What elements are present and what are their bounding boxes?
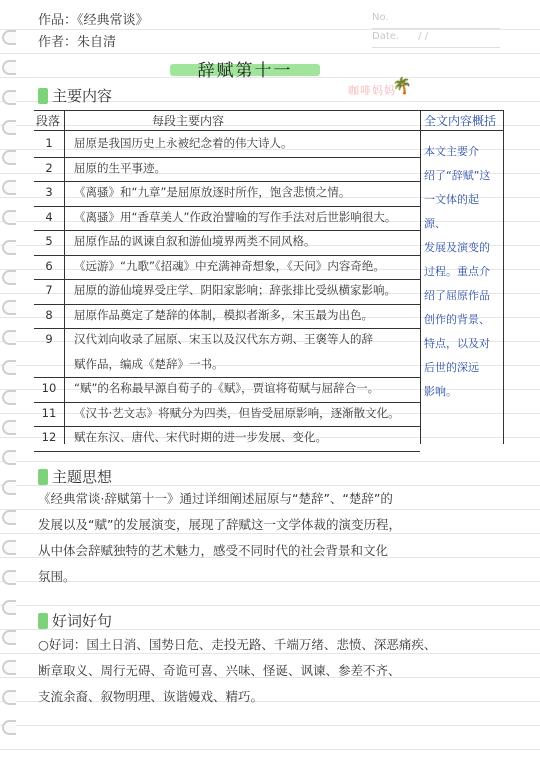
col-header-content: 每段主要内容 [152,114,225,128]
row-text: 屈原作品奠定了楚辞的体制，模拟者渐多，宋玉最为出色。 [74,307,373,322]
words-heading [38,610,112,631]
binder-ring-icon [2,300,16,315]
content-table [34,110,504,444]
no-date-box [372,12,500,50]
row-text: 《远游》“九歌”《招魂》中充满神奇想象，《天问》内容奇绝。 [74,258,385,273]
binder-ring-icon [2,30,16,45]
binder-ring-icon [2,690,16,705]
row-number: 4 [45,209,53,224]
row-text: 汉代刘向收录了屈原、宋玉以及汉代东方朔、王褒等人的辞 [74,332,373,346]
binder-ring-icon [2,390,16,405]
date-slashes: / / [418,31,429,42]
row-number: 8 [45,307,53,322]
theme-heading-text: 主题思想 [52,468,113,486]
theme-paragraph [38,486,508,590]
row-text: 屈原的生平事迹。 [74,160,166,175]
table-header-line [34,130,504,131]
row-number: 7 [45,283,53,297]
summary-line: 绍了屈原作品 [424,289,490,302]
paragraph-line: 氛围。 [38,569,76,584]
binder-ring-icon [2,360,16,375]
paragraph-line: 从中体会辞赋独特的艺术魅力，感受不同时代的社会背景和文化 [38,543,389,558]
row-text: 屈原是我国历史上永被纪念着的伟大诗人。 [74,136,293,150]
summary-text [424,140,498,404]
paragraph-line: 支流余裔、叙物明理、诙谐嫚戏、精巧。 [38,689,264,704]
summary-line: 过程。重点介 [424,265,490,278]
binder-ring-icon [2,480,16,495]
table-col-divider-1 [64,110,65,444]
binder-ring-icon [2,660,16,675]
col-header-summary: 全文内容概括 [424,114,497,128]
table-col-divider-2 [420,110,421,444]
row-number: 1 [45,136,53,150]
words-paragraph [38,632,508,710]
binder-ring-icon [2,210,16,225]
row-number: 3 [45,185,53,199]
row-number: 12 [41,430,57,444]
date-label: Date. [372,31,400,42]
main-content-heading-text: 主要内容 [52,87,113,105]
row-text: 屈原的游仙境界受庄学、阴阳家影响；辞张排比受纵横家影响。 [74,283,396,297]
row-number: 5 [45,234,53,248]
row-text: 屈原作品的讽谏自叙和游仙境界两类不同风格。 [74,234,316,248]
summary-line: 发展及演变的 [424,241,490,254]
summary-line: 创作的背景、 [424,313,490,326]
work-value: 《经典常谈》 [77,13,149,28]
palm-tree-icon: 🌴 [392,76,412,95]
summary-line: 特点，以及对 [424,337,490,350]
col-header-seg: 段落 [36,114,61,128]
binder-ring-icon [2,150,16,165]
page-title-block [170,56,320,80]
binder-ring-icon [2,180,16,195]
highlight-tag-icon [38,88,48,104]
row-text: 赋在东汉、唐代、宋代时期的进一步发展、变化。 [74,430,327,444]
binder-ring-icon [2,540,16,555]
paragraph-line: 《经典常谈·辞赋第十一》通过详细阐述屈原与“楚辞”、“楚辞”的 [38,491,393,506]
row-text: 《离骚》用“香草美人”作政治譬喻的写作手法对后世影响很大。 [74,209,397,224]
binder-ring-icon [2,630,16,645]
main-content-heading [38,85,112,106]
table-right-line [503,110,504,444]
summary-line: 绍了“辞赋”这 [424,169,491,182]
row-text: 《汉书·艺文志》将赋分为四类，但皆受屈原影响，逐渐散文化。 [74,405,400,420]
summary-line: 一文体的起源、 [424,193,479,230]
highlight-tag-icon [38,613,48,629]
binder-ring-icon [2,330,16,345]
row-rule [34,451,420,452]
summary-line: 本文主要介 [424,145,479,158]
row-text: 《离骚》和“九章”是屈原放逐时所作，饱含悲愤之情。 [74,185,351,199]
binder-ring-icon [2,90,16,105]
row-text: “赋”的名称最早源自荀子的《赋》，贾谊将荀赋与屈辞合一。 [74,381,380,395]
binder-ring-icon [2,510,16,525]
author-value: 朱自清 [77,35,117,50]
row-text: 赋作品，编成《楚辞》一书。 [74,356,224,371]
watermark-text: 咖啡妈妈 [348,84,396,97]
page-header [38,10,149,54]
paragraph-line: 断章取义、周行无碍、奇诡可喜、兴味、怪诞、讽谏、参差不齐、 [38,663,401,678]
work-label: 作品： [38,13,78,28]
summary-line: 影响。 [424,385,457,398]
page-title: 辞赋第十一 [197,61,293,81]
row-number: 11 [41,405,57,420]
author-row [38,32,149,54]
theme-heading [38,466,112,487]
binder-ring-icon [2,420,16,435]
binder-ring-icon [2,60,16,75]
binder-rings [2,30,18,750]
words-heading-text: 好词好句 [52,612,113,630]
work-row [38,10,149,32]
binder-ring-icon [2,720,16,735]
row-number: 6 [45,258,53,273]
binder-ring-icon [2,240,16,255]
highlight-tag-icon [38,469,48,485]
row-number: 2 [45,160,53,175]
row-number: 9 [45,332,53,346]
paragraph-line: ○好词：国土日消、国势日危、走投无路、千端万绪、悲愤、深恶痛疾、 [38,637,437,652]
summary-line: 后世的深远 [424,361,479,374]
binder-ring-icon [2,450,16,465]
binder-ring-icon [2,270,16,285]
table-top-line [34,110,504,111]
binder-ring-icon [2,120,16,135]
row-number: 10 [41,381,57,395]
binder-ring-icon [2,570,16,585]
author-label: 作者： [38,35,78,50]
no-label: No. [372,12,389,23]
paragraph-line: 发展以及“赋”的发展演变，展现了辞赋这一文学体裁的演变历程， [38,517,401,532]
binder-ring-icon [2,600,16,615]
